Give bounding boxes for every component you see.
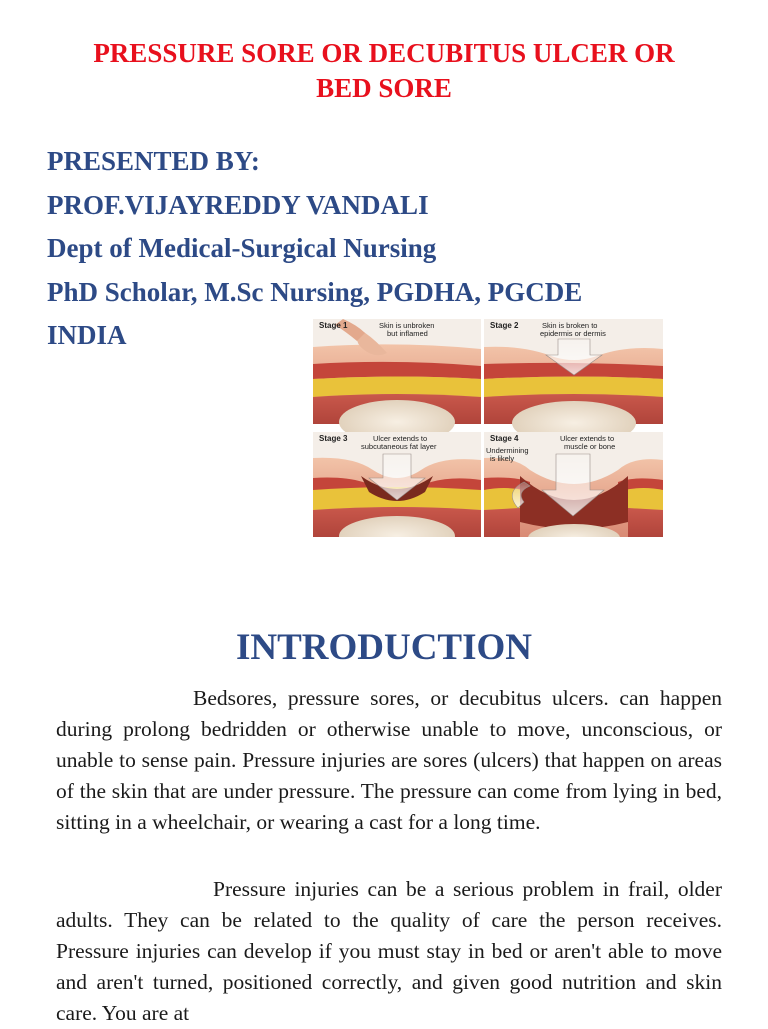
stage-4-label: Stage 4 <box>490 434 519 443</box>
stage-4-note-line-2: muscle or bone <box>564 442 616 451</box>
stage-1-panel <box>313 319 481 444</box>
stage-4-extra-line-2: is likely <box>490 454 515 463</box>
stage-1-label: Stage 1 <box>319 321 348 330</box>
stage-1-note-line-1: Skin is unbroken <box>379 321 435 330</box>
stage-4-extra-line-1: Undermining <box>486 446 529 455</box>
presenter-name: PROF.VIJAYREDDY VANDALI <box>47 189 429 220</box>
stage-3-panel <box>313 432 481 537</box>
stage-3-note-line-2: subcutaneous fat layer <box>361 442 437 451</box>
stage-2-label: Stage 2 <box>490 321 519 330</box>
introduction-paragraph-1: Bedsores, pressure sores, or decubitus ulcers. can happen during prolong bedridden or otherwise unable to move, unconscious, or unable to sense pain. Pressure injuries are sores (ulcers) that happen on areas of the skin that are under pressure. The pressure can come from lying in bed, sitting in a wheelchair, or wearing a cast for a long time. <box>56 686 722 834</box>
presenter-qualifications: PhD Scholar, M.Sc Nursing, PGDHA, PGCDE <box>47 276 583 307</box>
stage-2-note-line-2: epidermis or dermis <box>540 329 606 338</box>
stage-3-note-line-1: Ulcer extends to <box>373 434 428 443</box>
title-line-1: PRESSURE SORE OR DECUBITUS ULCER OR <box>93 38 675 68</box>
stage-2-note-line-1: Skin is broken to <box>542 321 598 330</box>
introduction-heading: INTRODUCTION <box>235 627 533 668</box>
stage-3-label: Stage 3 <box>319 434 348 443</box>
pressure-ulcer-stages-illustration <box>313 319 663 537</box>
presenter-country: INDIA <box>47 320 127 350</box>
stage-4-note-line-1: Ulcer extends to <box>560 434 615 443</box>
stage-2-panel <box>484 319 663 445</box>
stage-4-panel <box>484 432 663 537</box>
stage-1-note-line-2: but inflamed <box>387 329 428 338</box>
presented-by-label: PRESENTED BY: <box>47 146 260 176</box>
document-title <box>0 36 768 106</box>
introduction-paragraph-2: Pressure injuries can be a serious problem in frail, older adults. They can be related to the quality of care the person receives. Pressure injuries can develop if you must stay in bed or aren't able to move and aren't turned, positioned correctly, and given good nutrition and skin care. You are at <box>56 877 722 1025</box>
title-line-2: BED SORE <box>316 73 452 103</box>
presenter-department: Dept of Medical-Surgical Nursing <box>47 233 437 263</box>
